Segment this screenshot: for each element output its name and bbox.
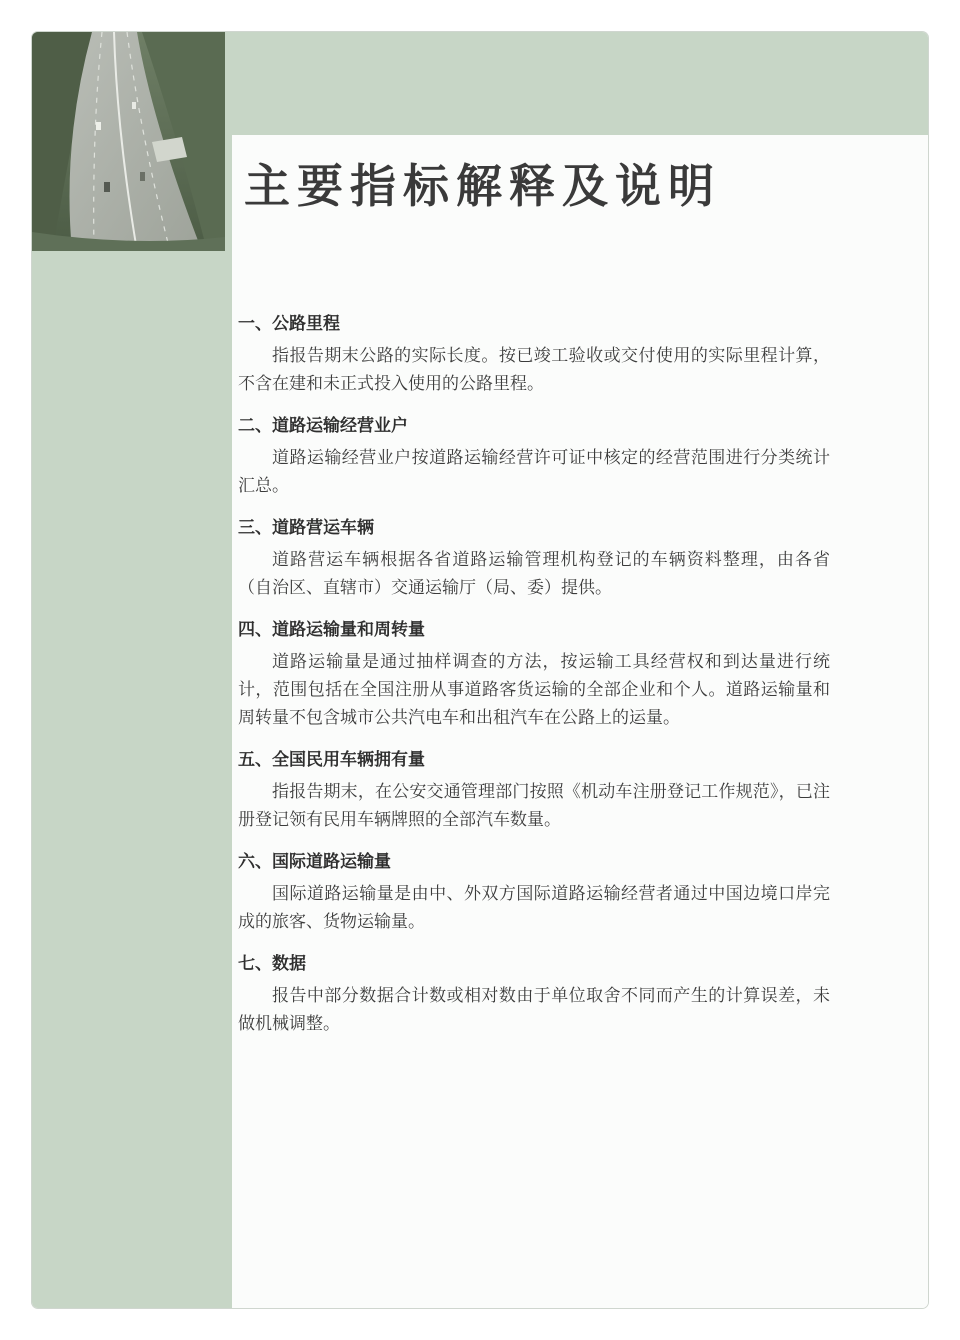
page-title: 主要指标解释及说明 (244, 159, 721, 213)
section-highway-mileage (238, 312, 830, 398)
section-heading: 二、道路运输经营业户 (238, 416, 408, 436)
section-heading: 三、道路营运车辆 (238, 518, 374, 538)
section-heading: 七、数据 (238, 954, 306, 974)
section-heading: 六、国际道路运输量 (238, 852, 391, 872)
section-commercial-vehicles (238, 516, 830, 602)
section-body: 指报告期末，在公安交通管理部门按照《机动车注册登记工作规范》，已注册登记领有民用车辆牌照的全部汽车数量。 (238, 782, 830, 830)
section-body: 国际道路运输量是由中、外双方国际道路运输经营者通过中国边境口岸完成的旅客、货物运输量。 (238, 884, 830, 932)
section-heading: 一、公路里程 (238, 314, 340, 334)
highway-photo (32, 32, 225, 251)
section-data-note (238, 952, 830, 1038)
section-heading: 五、全国民用车辆拥有量 (238, 750, 425, 770)
section-road-transport-operators (238, 414, 830, 500)
section-heading: 四、道路运输量和周转量 (238, 620, 425, 640)
section-civil-vehicle-ownership (238, 748, 830, 834)
section-body: 道路营运车辆根据各省道路运输管理机构登记的车辆资料整理，由各省（自治区、直辖市）交通运输厅（局、委）提供。 (238, 550, 830, 598)
indicator-explanations (238, 312, 830, 1054)
section-body: 报告中部分数据合计数或相对数由于单位取舍不同而产生的计算误差，未做机械调整。 (238, 986, 830, 1034)
header-band (232, 32, 928, 135)
section-body: 道路运输经营业户按道路运输经营许可证中核定的经营范围进行分类统计汇总。 (238, 448, 830, 496)
section-body: 指报告期末公路的实际长度。按已竣工验收或交付使用的实际里程计算，不含在建和未正式投入使用的公路里程。 (238, 346, 830, 394)
section-body: 道路运输量是通过抽样调查的方法，按运输工具经营权和到达量进行统计，范围包括在全国注册从事道路客货运输的全部企业和个人。道路运输量和周转量不包含城市公共汽电车和出租汽车在公路上的运量。 (238, 652, 830, 728)
section-transport-volume (238, 618, 830, 732)
section-international-transport (238, 850, 830, 936)
